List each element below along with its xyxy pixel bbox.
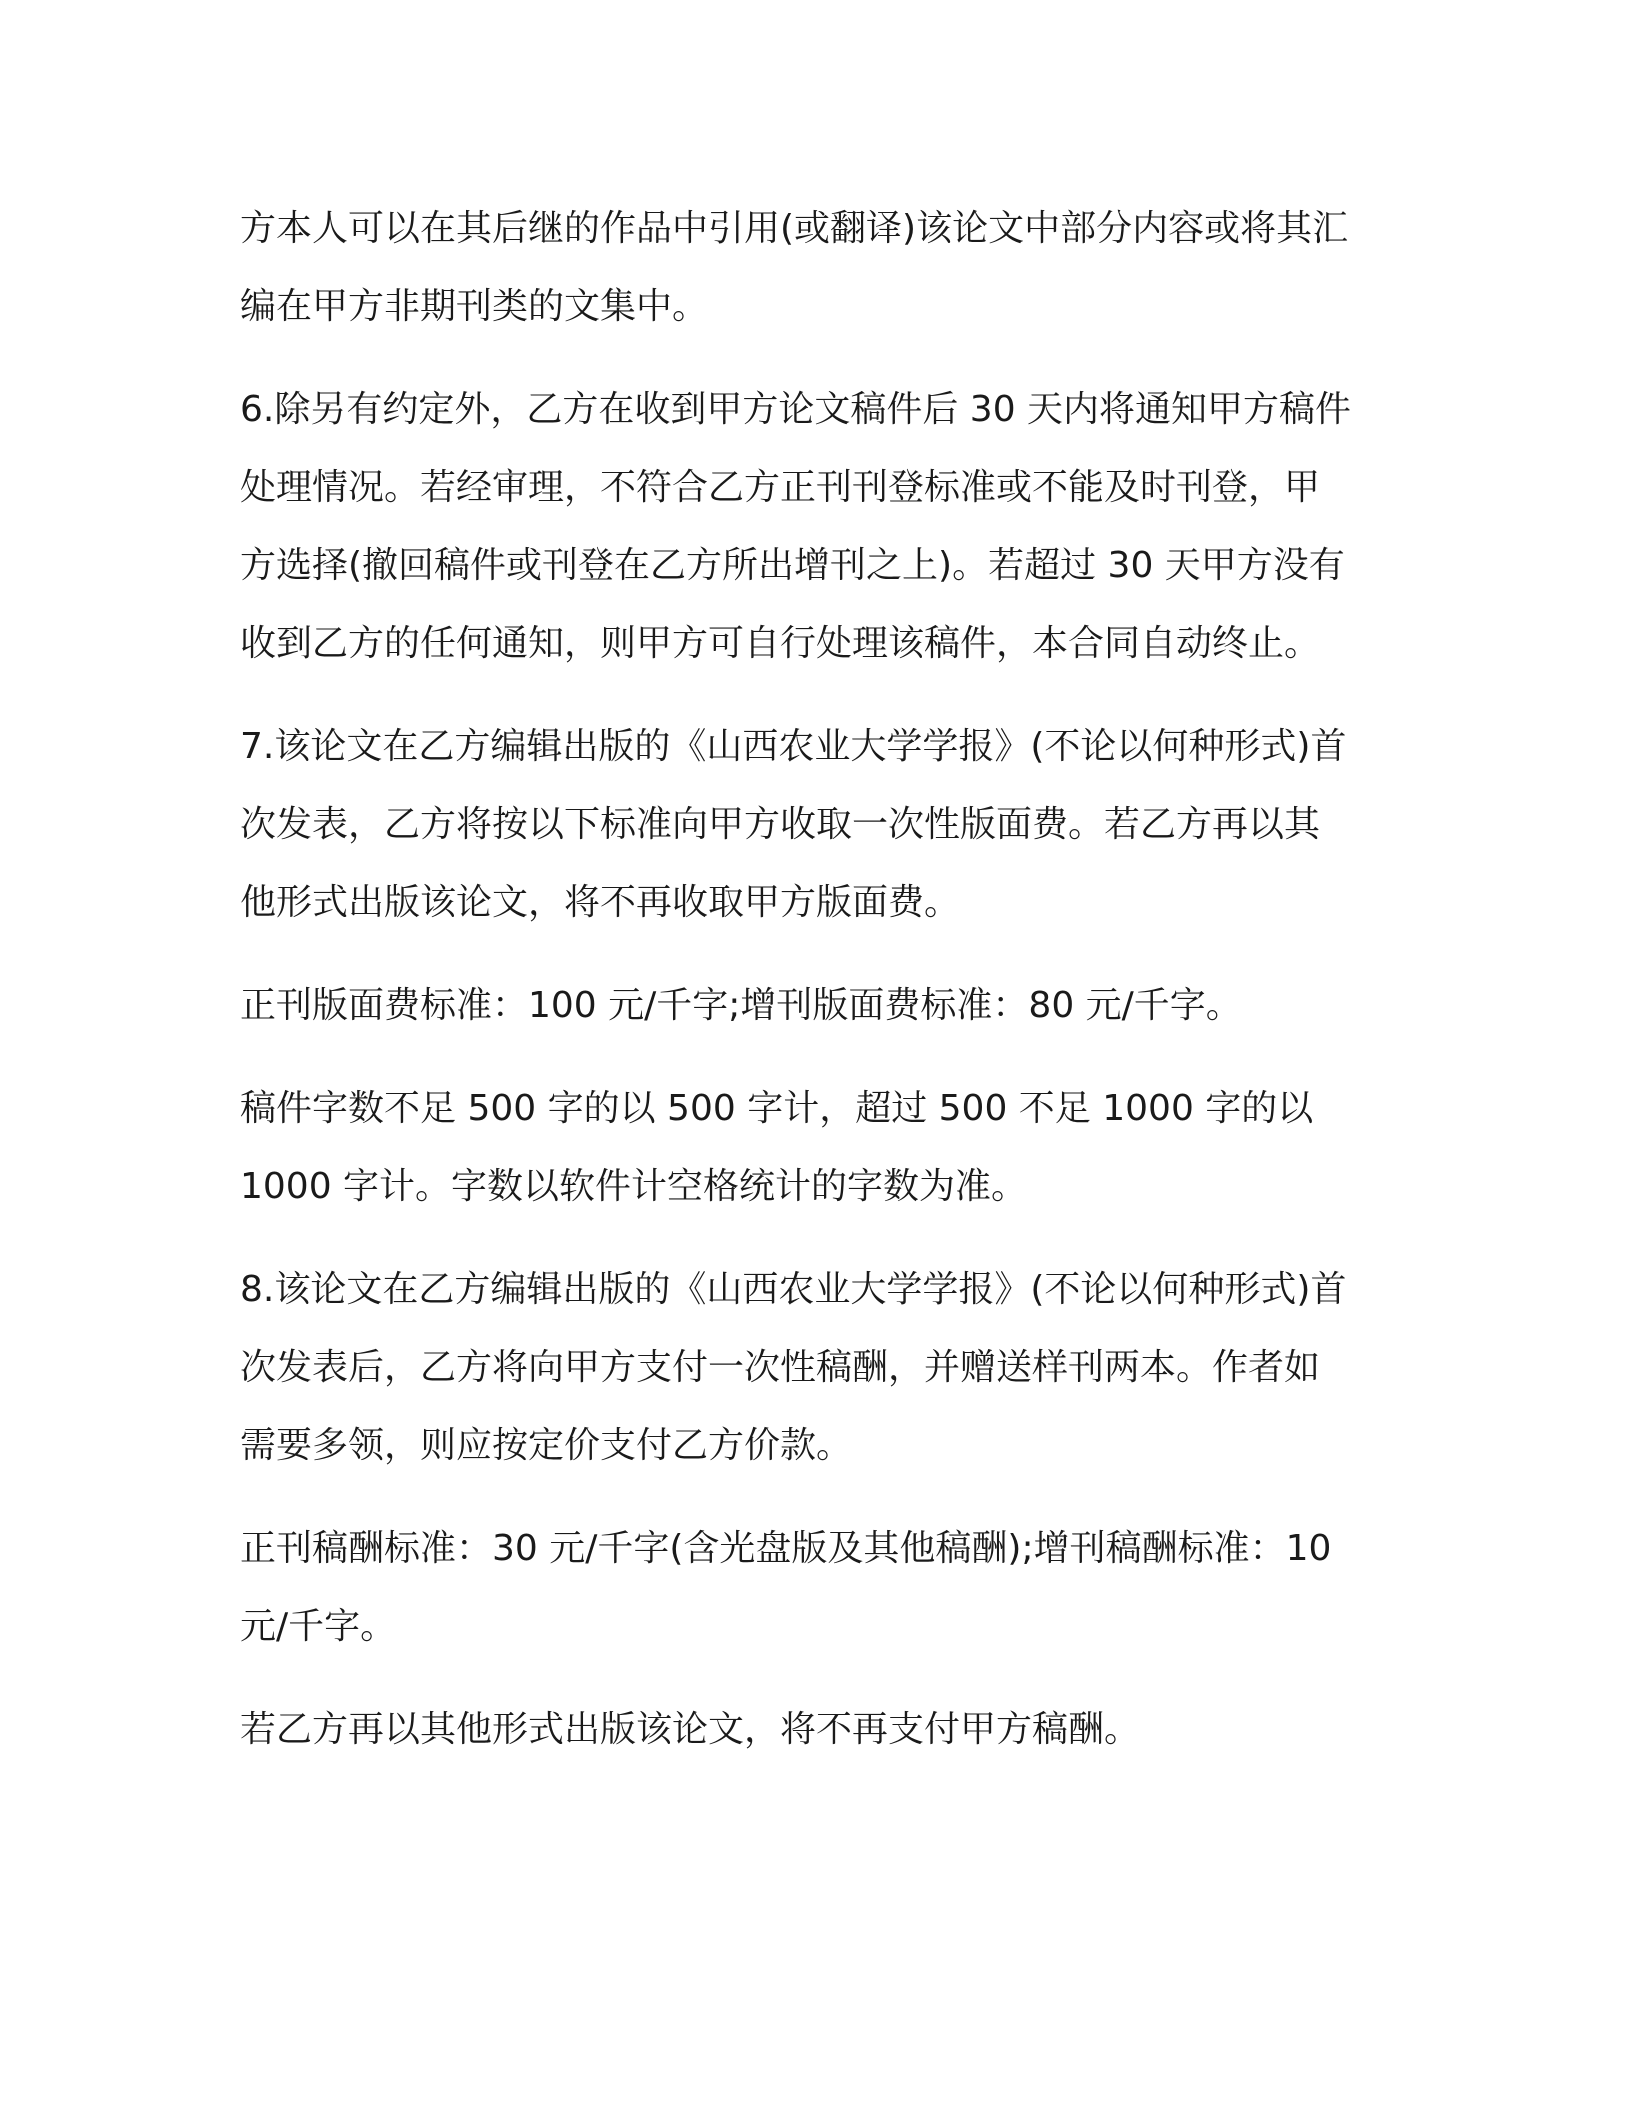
text-line: 1000 字计。字数以软件计空格统计的字数为准。: [240, 1166, 1028, 1207]
paragraph-clause-6: [240, 371, 1400, 683]
document-body: [240, 190, 1400, 1794]
text-line: 收到乙方的任何通知，则甲方可自行处理该稿件，本合同自动终止。: [240, 623, 1321, 664]
text-line: 若乙方再以其他形式出版该论文，将不再支付甲方稿酬。: [240, 1709, 1141, 1750]
paragraph-royalty-other-forms: [240, 1691, 1400, 1769]
paragraph-word-count-rule: [240, 1070, 1400, 1226]
paragraph-royalty-standard: [240, 1510, 1400, 1666]
text-line: 方选择(撤回稿件或刊登在乙方所出增刊之上)。若超过 30 天甲方没有: [240, 545, 1345, 586]
text-line: 稿件字数不足 500 字的以 500 字计，超过 500 不足 1000 字的以: [240, 1088, 1314, 1129]
text-line: 正刊稿酬标准：30 元/千字(含光盘版及其他稿酬);增刊稿酬标准：10: [240, 1528, 1332, 1569]
text-line: 处理情况。若经审理，不符合乙方正刊刊登标准或不能及时刊登，甲: [240, 467, 1321, 508]
text-line: 正刊版面费标准：100 元/千字;增刊版面费标准：80 元/千字。: [240, 985, 1242, 1026]
paragraph-clause-8: [240, 1251, 1400, 1485]
text-line: 8.该论文在乙方编辑出版的《山西农业大学学报》(不论以何种形式)首: [240, 1269, 1347, 1310]
paragraph-rights-continuation: [240, 190, 1400, 346]
text-line: 他形式出版该论文，将不再收取甲方版面费。: [240, 882, 961, 923]
text-line: 编在甲方非期刊类的文集中。: [240, 286, 709, 327]
text-line: 元/千字。: [240, 1606, 397, 1647]
text-line: 方本人可以在其后继的作品中引用(或翻译)该论文中部分内容或将其汇: [240, 208, 1349, 249]
text-line: 7.该论文在乙方编辑出版的《山西农业大学学报》(不论以何种形式)首: [240, 726, 1347, 767]
text-line: 次发表，乙方将按以下标准向甲方收取一次性版面费。若乙方再以其: [240, 804, 1321, 845]
paragraph-clause-7: [240, 708, 1400, 942]
text-line: 6.除另有约定外，乙方在收到甲方论文稿件后 30 天内将通知甲方稿件: [240, 389, 1352, 430]
paragraph-page-fee-standard: [240, 967, 1400, 1045]
text-line: 需要多领，则应按定价支付乙方价款。: [240, 1425, 853, 1466]
text-line: 次发表后，乙方将向甲方支付一次性稿酬，并赠送样刊两本。作者如: [240, 1347, 1321, 1388]
